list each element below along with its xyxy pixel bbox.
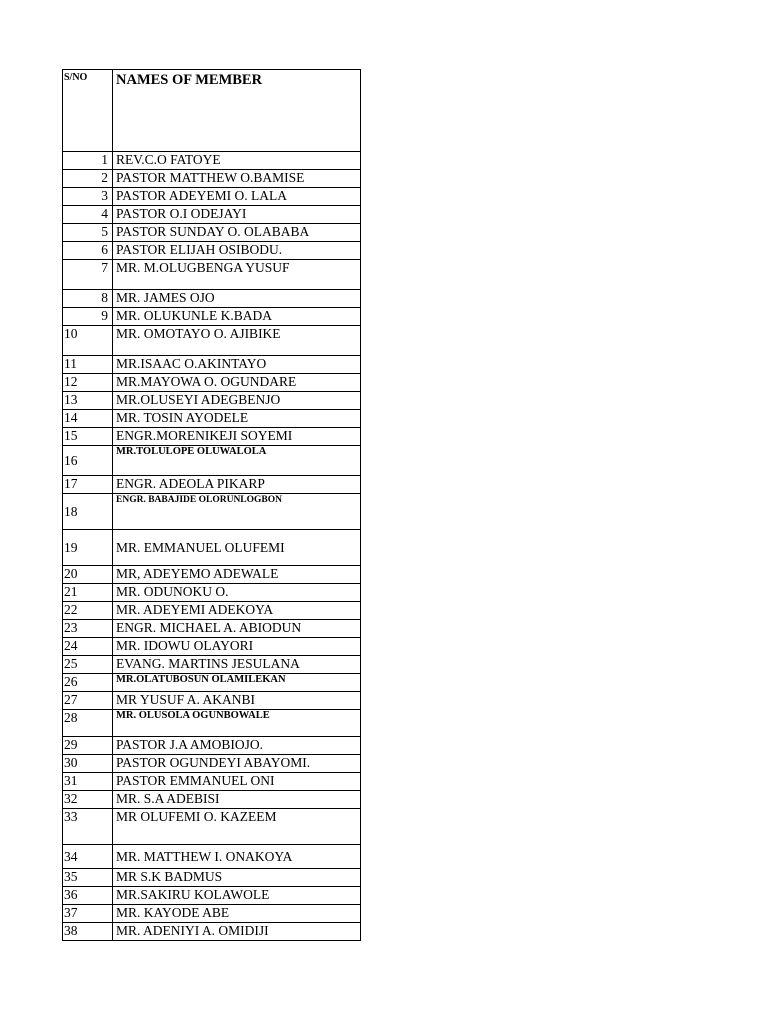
row-number: 2 — [63, 170, 113, 188]
row-number: 29 — [63, 737, 113, 755]
member-name: MR S.K BADMUS — [113, 869, 361, 887]
row-number: 8 — [63, 290, 113, 308]
row-number: 10 — [63, 326, 113, 356]
row-number: 28 — [63, 710, 113, 737]
member-name: MR. OLUKUNLE K.BADA — [113, 308, 361, 326]
row-number: 7 — [63, 260, 113, 290]
table-row — [63, 791, 361, 809]
member-name: EVANG. MARTINS JESULANA — [113, 656, 361, 674]
table-row — [63, 923, 361, 941]
member-name: MR.OLATUBOSUN OLAMILEKAN — [113, 674, 361, 692]
row-number: 22 — [63, 602, 113, 620]
table-row — [63, 494, 361, 530]
table-row — [63, 374, 361, 392]
member-name: MR.MAYOWA O. OGUNDARE — [113, 374, 361, 392]
row-number: 30 — [63, 755, 113, 773]
member-name: MR. S.A ADEBISI — [113, 791, 361, 809]
member-name: MR. OLUSOLA OGUNBOWALE — [113, 710, 361, 737]
table-row — [63, 242, 361, 260]
row-number: 21 — [63, 584, 113, 602]
table-row — [63, 692, 361, 710]
member-name: PASTOR SUNDAY O. OLABABA — [113, 224, 361, 242]
row-number: 35 — [63, 869, 113, 887]
table-row — [63, 602, 361, 620]
row-number: 14 — [63, 410, 113, 428]
table-row — [63, 887, 361, 905]
table-row — [63, 530, 361, 566]
member-name: MR. KAYODE ABE — [113, 905, 361, 923]
member-name: MR. IDOWU OLAYORI — [113, 638, 361, 656]
table-row — [63, 656, 361, 674]
table-row — [63, 152, 361, 170]
member-name: ENGR.MORENIKEJI SOYEMI — [113, 428, 361, 446]
table-row — [63, 290, 361, 308]
table-row — [63, 710, 361, 737]
member-name: REV.C.O FATOYE — [113, 152, 361, 170]
table-row — [63, 206, 361, 224]
member-name: MR. ODUNOKU O. — [113, 584, 361, 602]
row-number: 26 — [63, 674, 113, 692]
row-number: 23 — [63, 620, 113, 638]
row-number: 32 — [63, 791, 113, 809]
table-row — [63, 845, 361, 869]
member-name: MR.OLUSEYI ADEGBENJO — [113, 392, 361, 410]
row-number: 6 — [63, 242, 113, 260]
member-name: MR. OMOTAYO O. AJIBIKE — [113, 326, 361, 356]
table-row — [63, 224, 361, 242]
row-number: 24 — [63, 638, 113, 656]
member-name: MR. MATTHEW I. ONAKOYA — [113, 845, 361, 869]
row-number: 5 — [63, 224, 113, 242]
table-row — [63, 446, 361, 476]
header-names: NAMES OF MEMBER — [113, 70, 361, 152]
table-row — [63, 566, 361, 584]
table-row — [63, 905, 361, 923]
row-number: 19 — [63, 530, 113, 566]
member-name: MR. JAMES OJO — [113, 290, 361, 308]
table-row — [63, 476, 361, 494]
row-number: 13 — [63, 392, 113, 410]
member-name: MR.ISAAC O.AKINTAYO — [113, 356, 361, 374]
member-name: PASTOR EMMANUEL ONI — [113, 773, 361, 791]
member-name: PASTOR O.I ODEJAYI — [113, 206, 361, 224]
member-name: ENGR. ADEOLA PIKARP — [113, 476, 361, 494]
table-row — [63, 188, 361, 206]
row-number: 25 — [63, 656, 113, 674]
table-row — [63, 392, 361, 410]
row-number: 34 — [63, 845, 113, 869]
table-row — [63, 584, 361, 602]
members-table-body — [63, 70, 361, 941]
row-number: 18 — [63, 494, 113, 530]
member-name: PASTOR J.A AMOBIOJO. — [113, 737, 361, 755]
row-number: 20 — [63, 566, 113, 584]
row-number: 38 — [63, 923, 113, 941]
table-row — [63, 737, 361, 755]
member-name: ENGR. BABAJIDE OLORUNLOGBON — [113, 494, 361, 530]
member-name: MR. EMMANUEL OLUFEMI — [113, 530, 361, 566]
member-name: MR. M.OLUGBENGA YUSUF — [113, 260, 361, 290]
row-number: 37 — [63, 905, 113, 923]
row-number: 9 — [63, 308, 113, 326]
member-name: MR. ADENIYI A. OMIDIJI — [113, 923, 361, 941]
table-row — [63, 674, 361, 692]
row-number: 16 — [63, 446, 113, 476]
table-row — [63, 356, 361, 374]
table-row — [63, 410, 361, 428]
table-row — [63, 869, 361, 887]
row-number: 15 — [63, 428, 113, 446]
table-row — [63, 428, 361, 446]
member-name: MR.TOLULOPE OLUWALOLA — [113, 446, 361, 476]
table-row — [63, 308, 361, 326]
table-row — [63, 260, 361, 290]
row-number: 3 — [63, 188, 113, 206]
row-number: 12 — [63, 374, 113, 392]
member-name: ENGR. MICHAEL A. ABIODUN — [113, 620, 361, 638]
member-name: MR YUSUF A. AKANBI — [113, 692, 361, 710]
row-number: 36 — [63, 887, 113, 905]
table-row — [63, 809, 361, 845]
members-table — [62, 69, 361, 941]
row-number: 33 — [63, 809, 113, 845]
table-row — [63, 170, 361, 188]
member-name: MR. ADEYEMI ADEKOYA — [113, 602, 361, 620]
table-row — [63, 773, 361, 791]
member-name: MR OLUFEMI O. KAZEEM — [113, 809, 361, 845]
header-row — [63, 70, 361, 152]
table-row — [63, 638, 361, 656]
header-sno: S/NO — [63, 70, 113, 152]
row-number: 1 — [63, 152, 113, 170]
member-name: PASTOR ELIJAH OSIBODU. — [113, 242, 361, 260]
member-name: PASTOR OGUNDEYI ABAYOMI. — [113, 755, 361, 773]
member-name: MR. TOSIN AYODELE — [113, 410, 361, 428]
table-row — [63, 755, 361, 773]
member-name: MR, ADEYEMO ADEWALE — [113, 566, 361, 584]
row-number: 27 — [63, 692, 113, 710]
member-name: MR.SAKIRU KOLAWOLE — [113, 887, 361, 905]
table-row — [63, 620, 361, 638]
row-number: 4 — [63, 206, 113, 224]
row-number: 11 — [63, 356, 113, 374]
table-row — [63, 326, 361, 356]
member-name: PASTOR MATTHEW O.BAMISE — [113, 170, 361, 188]
row-number: 17 — [63, 476, 113, 494]
member-name: PASTOR ADEYEMI O. LALA — [113, 188, 361, 206]
row-number: 31 — [63, 773, 113, 791]
